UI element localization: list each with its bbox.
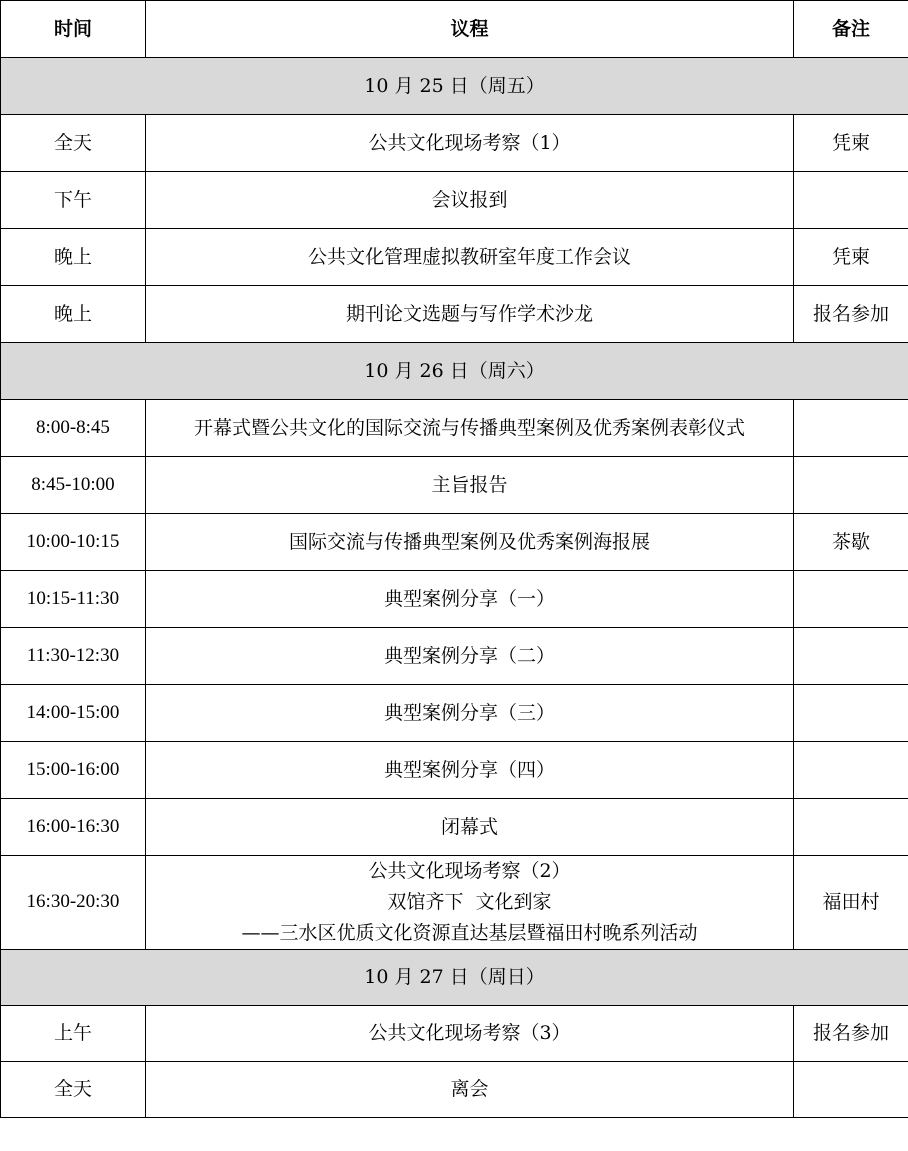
row-time: 全天 <box>1 115 146 172</box>
row-note <box>794 1062 908 1118</box>
row-note: 凭柬 <box>794 115 908 172</box>
row-time: 16:30-20:30 <box>1 856 146 950</box>
row-agenda: 开幕式暨公共文化的国际交流与传播典型案例及优秀案例表彰仪式 <box>146 400 794 457</box>
row-note <box>794 172 908 229</box>
table-row-multiline <box>1 856 908 950</box>
row-time: 全天 <box>1 1062 146 1118</box>
row-note <box>794 400 908 457</box>
row-time: 16:00-16:30 <box>1 799 146 856</box>
row-note: 报名参加 <box>794 286 908 343</box>
row-note: 福田村 <box>794 856 908 950</box>
day-header-row <box>1 950 908 1006</box>
row-agenda: 期刊论文选题与写作学术沙龙 <box>146 286 794 343</box>
row-time: 11:30-12:30 <box>1 628 146 685</box>
row-agenda: 公共文化现场考察（1） <box>146 115 794 172</box>
day-header-row <box>1 343 908 400</box>
row-note: 茶歇 <box>794 514 908 571</box>
row-agenda-multiline <box>146 856 794 950</box>
row-note <box>794 799 908 856</box>
row-agenda: 离会 <box>146 1062 794 1118</box>
agenda-line-3: ——三水区优质文化资源直达基层暨福田村晚系列活动 <box>241 922 698 944</box>
table-row <box>1 799 908 856</box>
table-row <box>1 115 908 172</box>
row-note <box>794 742 908 799</box>
day-date: 10 月 26 日（周六） <box>1 343 908 400</box>
row-time: 晚上 <box>1 286 146 343</box>
table-row <box>1 685 908 742</box>
row-agenda: 典型案例分享（四） <box>146 742 794 799</box>
header-note: 备注 <box>794 1 908 58</box>
agenda-line-2: 双馆齐下 文化到家 <box>387 891 552 913</box>
row-agenda: 公共文化管理虚拟教研室年度工作会议 <box>146 229 794 286</box>
day-date: 10 月 27 日（周日） <box>1 950 908 1006</box>
row-agenda: 会议报到 <box>146 172 794 229</box>
table-row <box>1 229 908 286</box>
row-agenda: 典型案例分享（三） <box>146 685 794 742</box>
row-time: 8:45-10:00 <box>1 457 146 514</box>
row-note: 凭柬 <box>794 229 908 286</box>
table-header-row <box>1 1 908 58</box>
row-time: 上午 <box>1 1006 146 1062</box>
row-note <box>794 571 908 628</box>
table-row <box>1 172 908 229</box>
day-date: 10 月 25 日（周五） <box>1 58 908 115</box>
agenda-line-1: 公共文化现场考察（2） <box>368 860 571 882</box>
table-row <box>1 628 908 685</box>
table-row <box>1 1062 908 1118</box>
row-time: 15:00-16:00 <box>1 742 146 799</box>
row-agenda: 典型案例分享（二） <box>146 628 794 685</box>
row-agenda: 典型案例分享（一） <box>146 571 794 628</box>
row-note: 报名参加 <box>794 1006 908 1062</box>
row-agenda: 闭幕式 <box>146 799 794 856</box>
table-row <box>1 742 908 799</box>
row-time: 8:00-8:45 <box>1 400 146 457</box>
row-time: 晚上 <box>1 229 146 286</box>
row-time: 14:00-15:00 <box>1 685 146 742</box>
row-time: 10:00-10:15 <box>1 514 146 571</box>
header-agenda: 议程 <box>146 1 794 58</box>
day-header-row <box>1 58 908 115</box>
row-time: 10:15-11:30 <box>1 571 146 628</box>
table-row <box>1 457 908 514</box>
row-note <box>794 685 908 742</box>
row-time: 下午 <box>1 172 146 229</box>
table-row <box>1 571 908 628</box>
row-note <box>794 457 908 514</box>
row-note <box>794 628 908 685</box>
table-row <box>1 400 908 457</box>
row-agenda: 公共文化现场考察（3） <box>146 1006 794 1062</box>
table-row <box>1 286 908 343</box>
table-row <box>1 1006 908 1062</box>
row-agenda: 主旨报告 <box>146 457 794 514</box>
header-time: 时间 <box>1 1 146 58</box>
table-row <box>1 514 908 571</box>
row-agenda: 国际交流与传播典型案例及优秀案例海报展 <box>146 514 794 571</box>
